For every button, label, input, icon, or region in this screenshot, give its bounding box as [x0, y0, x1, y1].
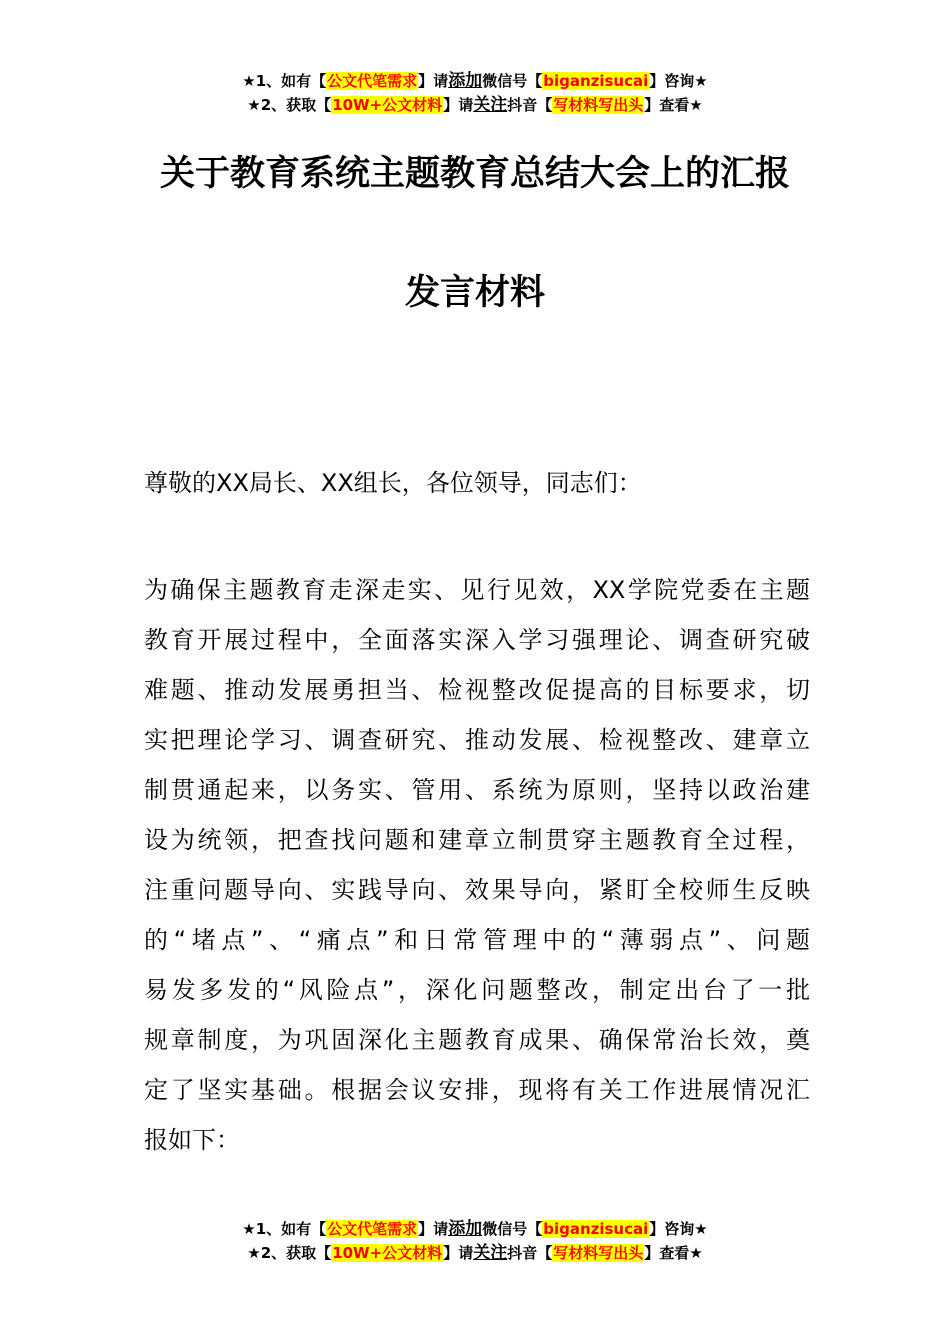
body-line: 报如下：	[144, 1126, 240, 1154]
banner-text: 】查看★	[644, 96, 703, 114]
body-line: 的“堵点”、“痛点”和日常管理中的“薄弱点”、问题	[144, 926, 810, 954]
banner-highlight-materials: 10W+公文材料	[332, 1244, 443, 1262]
banner-highlight-service: 公文代笔需求	[327, 72, 418, 90]
body-line: 实把理论学习、调查研究、推动发展、检视整改、建章立	[144, 726, 810, 754]
banner-text: 】请	[418, 72, 449, 90]
banner-text: ★2、获取【	[247, 96, 332, 114]
banner-text: 微信号【	[482, 1220, 543, 1238]
banner-emphasis-follow: 关注	[473, 95, 508, 115]
banner-highlight-service: 公文代笔需求	[327, 1220, 418, 1238]
body-line: 定了坚实基础。根据会议安排，现将有关工作进展情况汇	[144, 1076, 810, 1104]
banner-text: 】请	[418, 1220, 449, 1238]
banner-emphasis-add: 添加	[448, 1219, 483, 1239]
body-line: 注重问题导向、实践导向、效果导向，紧盯全校师生反映	[144, 876, 810, 904]
banner-line-1	[0, 69, 950, 93]
banner-highlight-douyin: 写材料写出头	[553, 96, 644, 114]
banner-highlight-wechat-id: biganzisucai	[543, 1220, 649, 1238]
banner-text: ★1、如有【	[242, 1220, 327, 1238]
body-line: 设为统领，把查找问题和建章立制贯穿主题教育全过程，	[144, 826, 810, 854]
document-title-line-2: 发言材料	[404, 273, 545, 313]
salutation: 尊敬的XX局长、XX组长，各位领导，同志们：	[144, 469, 642, 497]
body-line: 制贯通起来，以务实、管用、系统为原则，坚持以政治建	[144, 776, 810, 804]
body-line: 为确保主题教育走深走实、见行见效，XX学院党委在主题	[144, 576, 810, 604]
banner-text: 】查看★	[644, 1244, 703, 1262]
banner-highlight-materials: 10W+公文材料	[332, 96, 443, 114]
banner-text: 】咨询★	[649, 1220, 708, 1238]
banner-text: 】请	[443, 96, 474, 114]
body-line: 规章制度，为巩固深化主题教育成果、确保常治长效，奠	[144, 1026, 810, 1054]
banner-text: 抖音【	[507, 1244, 553, 1262]
banner-text: 抖音【	[507, 96, 553, 114]
banner-emphasis-follow: 关注	[473, 1243, 508, 1263]
banner-line-1	[0, 1217, 950, 1241]
body-line: 易发多发的“风险点”，深化问题整改，制定出台了一批	[144, 976, 810, 1004]
banner-emphasis-add: 添加	[448, 71, 483, 91]
banner-line-2	[0, 93, 950, 117]
banner-highlight-douyin: 写材料写出头	[553, 1244, 644, 1262]
banner-text: 微信号【	[482, 72, 543, 90]
banner-text: 】咨询★	[649, 72, 708, 90]
banner-text: ★2、获取【	[247, 1244, 332, 1262]
footer-banner	[0, 1217, 950, 1265]
body-line: 教育开展过程中，全面落实深入学习强理论、调查研究破	[144, 626, 810, 654]
banner-text: ★1、如有【	[242, 72, 327, 90]
banner-text: 】请	[443, 1244, 474, 1262]
header-banner	[0, 69, 950, 117]
banner-line-2	[0, 1241, 950, 1265]
document-title-line-1: 关于教育系统主题教育总结大会上的汇报	[159, 154, 790, 194]
body-line: 难题、推动发展勇担当、检视整改促提高的目标要求，切	[144, 676, 810, 704]
body-paragraph	[144, 565, 810, 1165]
banner-highlight-wechat-id: biganzisucai	[543, 72, 649, 90]
